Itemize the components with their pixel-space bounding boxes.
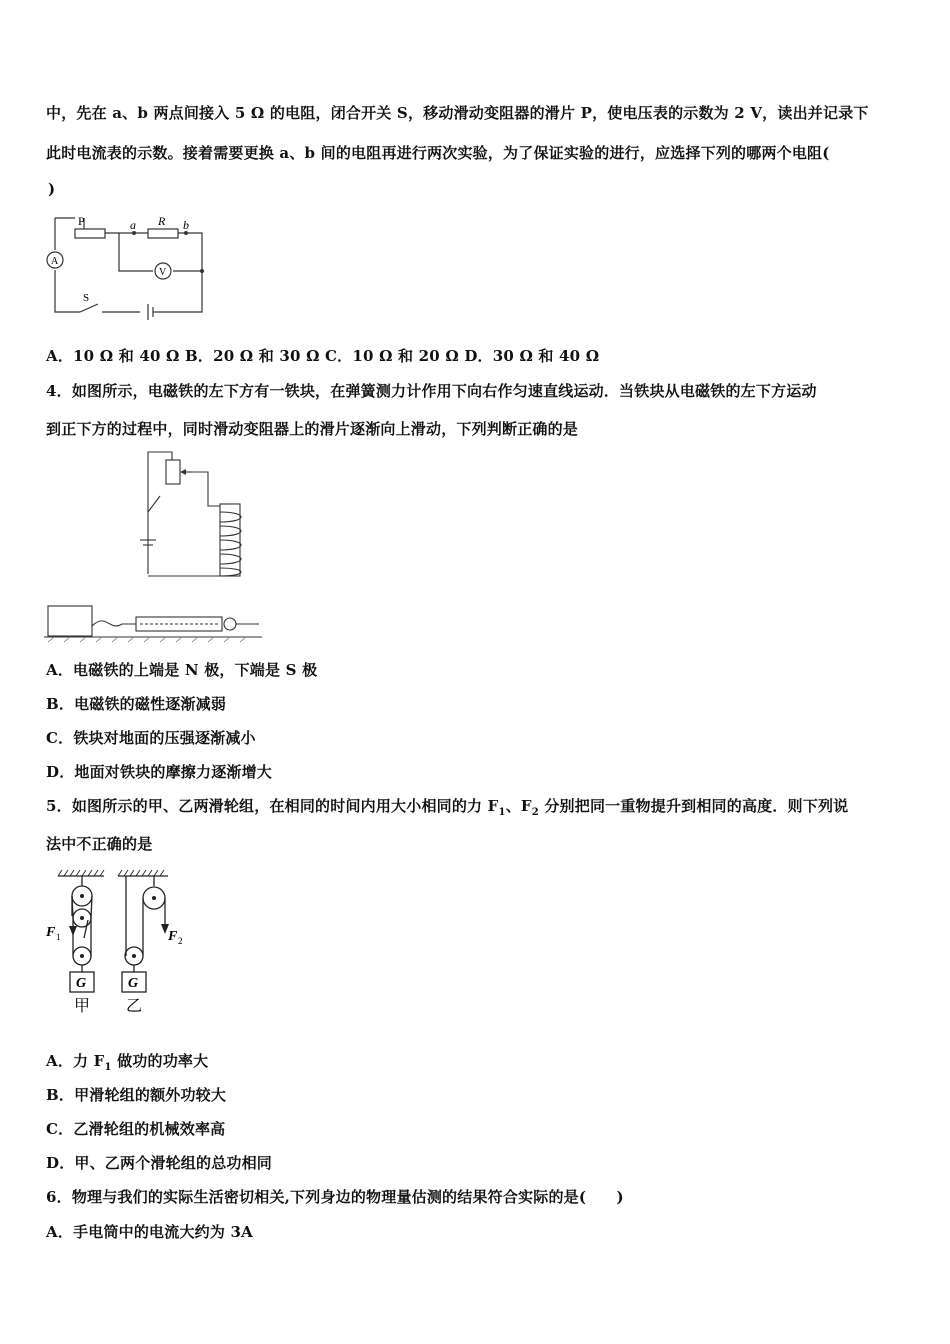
q5-stem-part-b: 、F bbox=[505, 797, 532, 815]
label-a: a bbox=[130, 218, 136, 232]
q5-option-a-part2: 做功的功率大 bbox=[111, 1052, 209, 1070]
q4-stem-line1: 4．如图所示，电磁铁的左下方有一铁块，在弹簧测力计作用下向右作匀速直线运动．当铁块从电磁铁的左下方运动 bbox=[46, 382, 817, 400]
q5-option-b: B．甲滑轮组的额外功较大 bbox=[46, 1086, 227, 1104]
q3-circuit-figure bbox=[40, 208, 215, 323]
label-r: R bbox=[158, 214, 166, 228]
label-f1: F bbox=[46, 925, 56, 940]
q5-stem-part-a: 5．如图所示的甲、乙两滑轮组，在相同的时间内用大小相同的力 F bbox=[46, 797, 499, 815]
label-b: b bbox=[183, 218, 189, 232]
q5-f1-subscript: 1 bbox=[498, 807, 506, 818]
q4-option-c: C．铁块对地面的压强逐渐减小 bbox=[46, 729, 256, 747]
q3-stem-line3: ) bbox=[48, 180, 56, 198]
q4-stem-line2: 到正下方的过程中，同时滑动变阻器上的滑片逐渐向上滑动，下列判断正确的是 bbox=[46, 420, 579, 438]
q5-option-d: D．甲、乙两个滑轮组的总功相同 bbox=[46, 1154, 273, 1172]
q5-f2-subscript: 2 bbox=[531, 807, 539, 818]
q3-stem-line1: 中，先在 a、b 两点间接入 5 Ω 的电阻，闭合开关 S，移动滑动变阻器的滑片 P，使电压表的示数为 2 V，读出并记录下 bbox=[46, 104, 869, 122]
label-switch: S bbox=[83, 292, 90, 304]
label-f1-index: 1 bbox=[56, 932, 61, 942]
q5-option-c: C．乙滑轮组的机械效率高 bbox=[46, 1120, 226, 1138]
q5-stem-line2: 法中不正确的是 bbox=[46, 835, 153, 853]
q3-options: A．10 Ω 和 40 Ω B．20 Ω 和 30 Ω C．10 Ω 和 20 Ω D．30 Ω 和 40 Ω bbox=[46, 347, 600, 365]
label-g-right: G bbox=[128, 976, 139, 991]
label-g-left: G bbox=[76, 976, 87, 991]
q6-option-a: A．手电筒中的电流大约为 3A bbox=[46, 1223, 253, 1241]
label-voltmeter: V bbox=[159, 267, 167, 278]
label-ammeter: A bbox=[51, 256, 59, 267]
label-f2-index: 2 bbox=[178, 936, 183, 946]
q6-stem: 6．物理与我们的实际生活密切相关,下列身边的物理量估测的结果符合实际的是( ) bbox=[46, 1188, 624, 1206]
label-jia: 甲 bbox=[74, 998, 91, 1015]
q4-option-b: B．电磁铁的磁性逐渐减弱 bbox=[46, 695, 227, 713]
q5-stem-part-c: 分别把同一重物提升到相同的高度．则下列说 bbox=[538, 797, 849, 815]
q5-pulley-figure bbox=[40, 868, 200, 1018]
q4-electromagnet-circuit bbox=[130, 448, 270, 583]
q4-option-a: A．电磁铁的上端是 N 极，下端是 S 极 bbox=[46, 661, 318, 679]
q4-option-d: D．地面对铁块的摩擦力逐渐增大 bbox=[46, 763, 273, 781]
q3-stem-line2: 此时电流表的示数。接着需要更换 a、b 间的电阻再进行两次实验，为了保证实验的进行，应选择下列的哪两个电阻( bbox=[46, 144, 830, 162]
q5-option-a-subscript: 1 bbox=[104, 1062, 112, 1073]
q5-option-a bbox=[46, 1050, 208, 1073]
label-f2: F bbox=[168, 929, 178, 944]
q4-iron-block-spring-scale bbox=[44, 604, 264, 644]
label-p: P bbox=[78, 214, 85, 228]
q5-option-a-part1: A．力 F bbox=[46, 1052, 105, 1070]
label-yi: 乙 bbox=[126, 998, 143, 1015]
q5-stem-line1 bbox=[46, 795, 848, 818]
